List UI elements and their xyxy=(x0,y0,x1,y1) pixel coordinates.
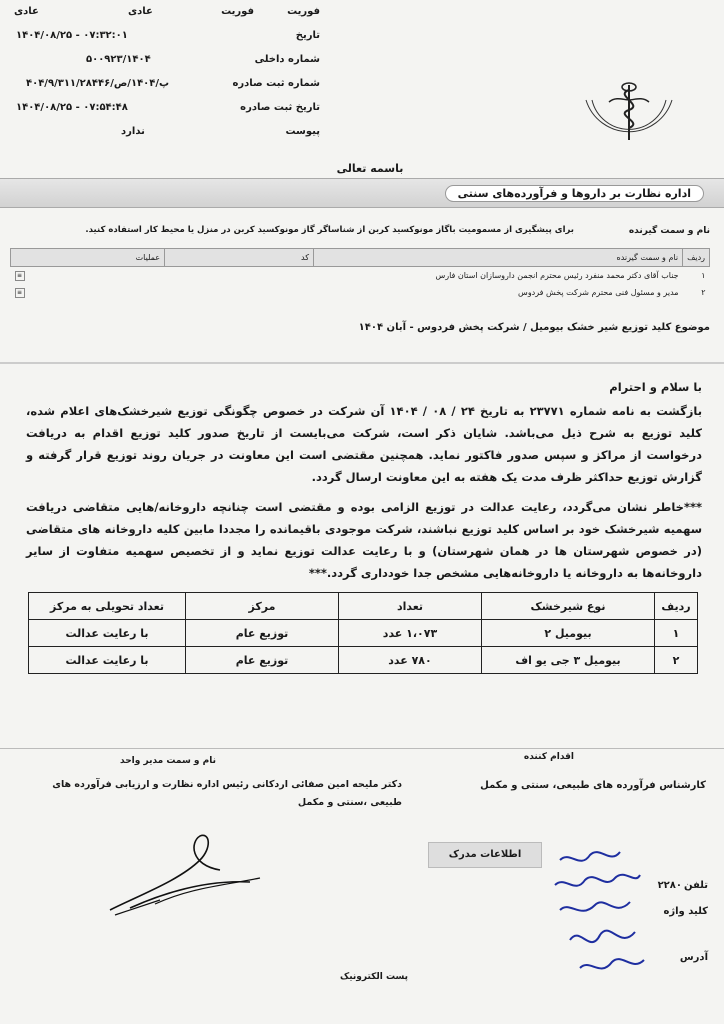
action-name: کارشناس فرآورده های طبیعی، سنتی و مکمل xyxy=(480,780,706,791)
table-row: ۲ مدیر و مسئول فنی محترم شرکت پخش فردوس ≡ xyxy=(11,284,710,301)
rec-header-row: ردیف xyxy=(683,249,710,267)
doc-info-label: اطلاعات مدرک xyxy=(448,849,522,860)
col-center: مرکز xyxy=(186,593,339,620)
col-milk-type: نوع شیرخشک xyxy=(482,593,655,620)
label-attachment: پیوست xyxy=(285,126,320,137)
divider xyxy=(0,362,724,364)
rec-header-code: کد xyxy=(165,249,314,267)
table-row: ۱ بیومیل ۲ ۱،۰۷۳ عدد توزیع عام با رعایت عدالت xyxy=(29,620,698,647)
paragraph-2: ***خاطر نشان می‌گردد، رعایت عدالت در توزیع الزامی بوده و مقتضی است چنانچه داروخانه/هایی متقاضی دریافت سهمیه شیرخشک خود بر اساس کلید توزیع نباشند، شرکت موجودی باقیمانده را مجددا مابین کلیه داروخانه های متقاضی (در خصوص شهرستان ها در همان شهرستان) و با رعایت عدالت توزیع نماید و از تخصیص سهمیه متفاوت از سایر داروخانه‌ها به داروخانه یا داروخانه‌هایی مشخص جدا خودداری گردد.*** xyxy=(26,500,702,580)
footer-divider xyxy=(0,748,724,749)
chevron-icon[interactable]: ≡ xyxy=(15,288,25,298)
value-reg-number: ۴۰۴/۹/۳۱۱/۲۸۴۴۶/پ/۱۴۰۴/ص xyxy=(26,78,170,89)
email-label: پست الکترونیک xyxy=(340,972,409,982)
manager-label: نام و سمت مدیر واحد xyxy=(120,756,217,766)
greeting: با سلام و احترام xyxy=(609,380,702,394)
value-date: ۱۴۰۴/۰۸/۲۵ - ۰۷:۳۲:۰۱ xyxy=(16,30,128,41)
label-internal-number: شماره داخلی xyxy=(254,54,320,65)
keyword-label: کلید واژه xyxy=(663,906,708,917)
caduceus-emblem-icon xyxy=(574,60,684,170)
rec-header-ops: عملیات xyxy=(11,249,165,267)
header-field-priority: فوریت عادی xyxy=(14,6,254,17)
col-count: تعداد xyxy=(339,593,482,620)
header-values xyxy=(16,6,196,150)
header-labels xyxy=(200,6,320,150)
col-row: ردیف xyxy=(655,593,698,620)
label-priority: فوریت xyxy=(287,6,320,17)
label-date: تاریخ xyxy=(295,30,320,41)
phone-label: تلفن xyxy=(683,880,708,891)
value-attachment: ندارد xyxy=(121,126,145,137)
paragraph-1: بازگشت به نامه شماره ۲۳۷۷۱ به تاریخ ۲۴ / ۰۸ / ۱۴۰۴ آن شرکت در خصوص چگونگی توزیع شیرخشک‌های اعلام شده، کلید توزیع به شرح ذیل می‌باشد. شایان ذکر است، شرکت می‌بایست از تاریخ صدور کلید توزیع اقدام به دریافت درخواست از مراکز و سپس صدور فاکتور نماید. همچنین مقتضی است این معاونت در جریان روند توزیع قرار گرفته و گزارش توزیع حداکثر ظرف مدت یک هفته به این معاونت ارسال گردد. xyxy=(26,404,703,484)
rec-header-name: نام و سمت گیرنده xyxy=(314,249,683,267)
value-priority: عادی xyxy=(128,6,153,17)
recipients-table xyxy=(10,248,710,301)
distribution-table xyxy=(28,592,698,674)
handwriting-icon xyxy=(540,840,660,990)
recipient-label: نام و سمت گیرنده xyxy=(628,226,710,236)
department-banner xyxy=(0,178,724,208)
doc-info-box[interactable] xyxy=(428,842,542,868)
department-name: اداره نظارت بر داروها و فرآورده‌های سنتی xyxy=(445,185,704,202)
bismillah: باسمه تعالی xyxy=(336,162,404,175)
manager-name: دکتر ملیحه امین صفائی اردکانی رئیس اداره نظارت و ارزیابی فرآورده های طبیعی ،سنتی و مکمل xyxy=(52,779,402,808)
value-internal-number: ۵۰۰۹۲۳/۱۴۰۴ xyxy=(86,54,151,65)
university-logo xyxy=(574,60,684,170)
value-reg-date: ۱۴۰۴/۰۸/۲۵ - ۰۷:۵۴:۴۸ xyxy=(16,102,128,113)
signature-icon xyxy=(100,820,270,920)
handwritten-note xyxy=(540,840,660,994)
col-delivered: تعداد تحویلی به مرکز xyxy=(29,593,186,620)
label-reg-date: تاریخ ثبت صادره xyxy=(240,102,320,113)
phone-value: ۲۲۸۰ xyxy=(657,880,682,891)
signature xyxy=(100,820,270,924)
label-reg-number: شماره ثبت صادره xyxy=(232,78,320,89)
table-row: ۲ بیومیل ۳ جی یو اف ۷۸۰ عدد توزیع عام با رعایت عدالت xyxy=(29,647,698,674)
action-label: اقدام کننده xyxy=(523,752,574,762)
address-label: آدرس xyxy=(679,952,708,963)
co-warning: برای پیشگیری از مسمومیت باگاز مونوکسید کربن از شناساگر گاز مونوکسید کربن در منزل یا محیط کار استفاده کنید. xyxy=(85,225,574,235)
subject: موضوع کلید توزیع شیر خشک بیومیل / شرکت پخش فردوس - آبان ۱۴۰۴ xyxy=(358,322,710,333)
chevron-icon[interactable]: ≡ xyxy=(15,271,25,281)
table-row: ۱ جناب آقای دکتر محمد منفرد رئیس محترم انجمن داروسازان استان فارس ≡ xyxy=(11,267,710,285)
